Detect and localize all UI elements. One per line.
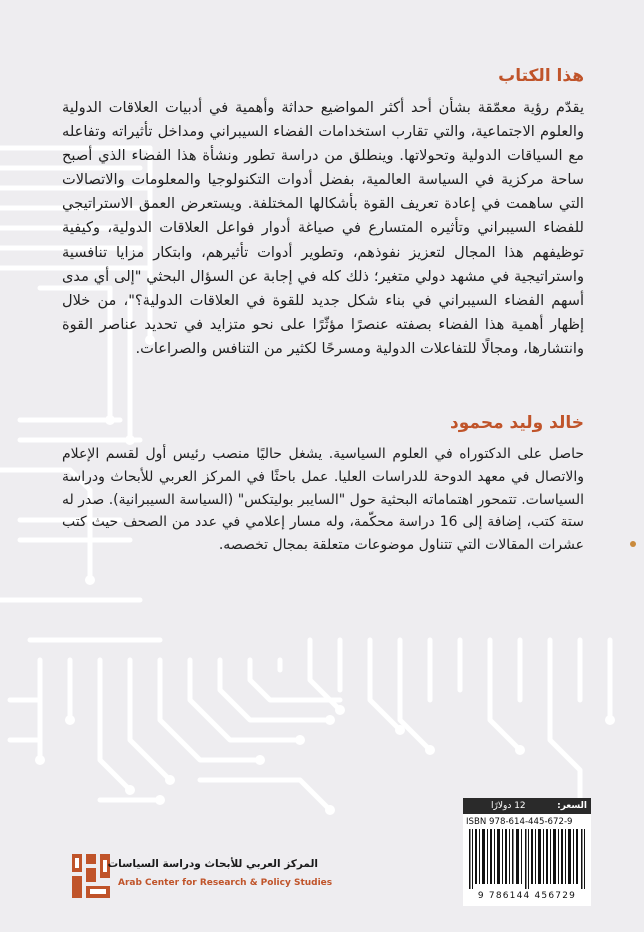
decorative-dot [630,541,636,547]
about-book-heading: هذا الكتاب [498,66,584,86]
author-section [62,413,584,557]
barcode-box [463,798,591,906]
publisher-name-ar: المركز العربي للأبحاث ودراسة السياسات [107,858,318,870]
price-value: 12 دولارًا [491,801,526,811]
barcode-digits: 9 786144 456729 [477,891,577,901]
about-book-body: يقدّم رؤية معمّقة بشأن أحد أكثر المواضيع حداثة وأهمية في أدبيات العلاقات الدولية والعلوم الاجتماعية، والتي تقارب استخدامات الفضاء السيبراني ومداخل تأثيراته وتفاعله مع السياقات الدولية وتحولاتها. وينطلق من دراسة تطور ونشأة هذا الفضاء الذي أصبح ساحة مركزية في السياسة العالمية، بفضل أدوات التكنولوجيا والمعلومات والاتصالات التي ساهمت في إعادة تعريف القوة بأشكالها المختلفة. ويستعرض العمق الاستراتيجي للفضاء السيبراني وتأثيره المتسارع في صياغة أدوار فواعل العلاقات الدولية، وكيفية توظيفهم هذا المجال لتعزيز نفوذهم، وتطوير أدوات تأثيرهم، وابتكار مزايا تنافسية واستراتيجية في مشهد دولي متغير؛ ذلك كله في إجابة عن السؤال البحثي "إلى أي مدى أسهم الفضاء السيبراني في بناء شكل جديد للقوة في العلاقات الدولية؟"، من خلال إظهار أهمية هذا الفضاء بصفته عنصرًا مؤثّرًا على نحو متزايد في تحديد عناصر القوة وانتشارها، ومجالًا للتفاعلات الدولية ومسرحًا لكثير من التنافس والصراعات. [62,99,584,357]
price-row [463,798,591,814]
price-label: السعر: [557,801,587,811]
publisher-name-en: Arab Center for Research & Policy Studies [118,878,333,888]
isbn-text: ISBN 978-614-445-672-9 [466,817,573,827]
about-book-section [62,66,584,361]
publisher-block [70,852,333,902]
publisher-logo-icon [70,852,112,900]
barcode-icon [469,829,587,889]
author-name: خالد وليد محمود [450,413,584,433]
author-bio: حاصل على الدكتوراه في العلوم السياسية. يشغل حاليًا منصب رئيس أول لقسم الإعلام والاتصال في معهد الدوحة للدراسات العليا. عمل باحثًا في المركز العربي للأبحاث ودراسة السياسات. تتمحور اهتماماته البحثية حول "السايبر بوليتكس" (السياسة السيبرانية). صدر له ستة كتب، إضافة إلى 16 دراسة محكّمة، وله مسار إعلامي في عدد من الصحف حيث كتب عشرات المقالات التي تتناول موضوعات متعلقة بمجال تخصصه. [62,446,585,554]
